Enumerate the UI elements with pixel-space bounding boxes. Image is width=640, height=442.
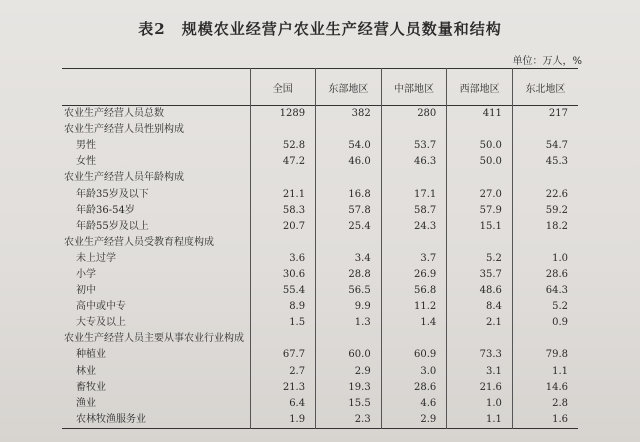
- table-cell: 20.7: [250, 219, 316, 235]
- table-cell: 14.6: [512, 380, 578, 396]
- table-cell: 1.0: [447, 396, 513, 412]
- table-cell: 67.7: [250, 347, 316, 363]
- table-cell: 73.3: [447, 347, 513, 363]
- table-cell: 2.7: [250, 364, 316, 380]
- table-cell: 47.2: [250, 154, 316, 170]
- table-cell: 1.3: [316, 315, 382, 331]
- row-label: 年龄35岁及以下: [76, 188, 149, 200]
- table-row: [62, 170, 578, 186]
- table-cell: 57.8: [316, 203, 382, 219]
- table-row: [62, 396, 578, 412]
- table-cell: [512, 235, 578, 251]
- table-cell: [381, 122, 447, 138]
- row-label: 农业生产经营人员总数: [64, 108, 164, 120]
- table-cell: 48.6: [447, 283, 513, 299]
- table-row: [62, 138, 578, 154]
- table-cell: 28.6: [381, 380, 447, 396]
- table-cell: 60.0: [316, 347, 382, 363]
- table-row: [62, 122, 578, 138]
- table-cell: 60.9: [381, 347, 447, 363]
- table-cell: 411: [447, 106, 513, 123]
- unit-note: 单位：万人，%: [512, 56, 582, 67]
- table-row: [62, 364, 578, 380]
- table-cell: 46.3: [381, 154, 447, 170]
- table-cell: 8.4: [447, 299, 513, 315]
- table-cell: 5.2: [512, 299, 578, 315]
- table-row: [62, 235, 578, 251]
- table-cell: 11.2: [381, 299, 447, 315]
- table-cell: 5.2: [447, 251, 513, 267]
- table-cell: [316, 170, 382, 186]
- table-cell: 1.1: [447, 412, 513, 429]
- table-cell: 2.9: [381, 412, 447, 429]
- table-cell: [250, 331, 316, 347]
- table-row: [62, 106, 578, 123]
- header-cell-northeast: 东北地区: [512, 69, 578, 106]
- row-label: 渔业: [76, 397, 96, 409]
- row-label: 畜牧业: [76, 381, 106, 393]
- table-row: [62, 331, 578, 347]
- table-cell: [250, 170, 316, 186]
- table-title: 表2 规模农业经营户农业生产经营人员数量和结构: [138, 20, 502, 38]
- table-cell: 24.3: [381, 219, 447, 235]
- row-label: 农业生产经营人员年龄构成: [64, 172, 184, 184]
- table-cell: 15.1: [447, 219, 513, 235]
- table-cell: [381, 331, 447, 347]
- table-cell: 3.1: [447, 364, 513, 380]
- table-cell: 21.6: [447, 380, 513, 396]
- table-cell: 58.3: [250, 203, 316, 219]
- row-label: 林业: [76, 365, 96, 377]
- table-cell: 54.0: [316, 138, 382, 154]
- table-cell: 56.8: [381, 283, 447, 299]
- table-cell: 28.8: [316, 267, 382, 283]
- table-cell: 1.5: [250, 315, 316, 331]
- table-cell: 56.5: [316, 283, 382, 299]
- table-cell: 27.0: [447, 186, 513, 202]
- table-cell: 3.4: [316, 251, 382, 267]
- row-label: 大专及以上: [76, 317, 126, 329]
- table-cell: 2.8: [512, 396, 578, 412]
- table-cell: [447, 331, 513, 347]
- row-label: 小学: [76, 268, 96, 280]
- row-label: 农业生产经营人员受教育程度构成: [64, 236, 214, 248]
- table-cell: [447, 235, 513, 251]
- table-cell: 2.9: [316, 364, 382, 380]
- table-cell: [512, 122, 578, 138]
- table-cell: [316, 122, 382, 138]
- table-cell: 55.4: [250, 283, 316, 299]
- table-cell: 21.3: [250, 380, 316, 396]
- row-label: 未上过学: [76, 252, 116, 264]
- table-row: [62, 380, 578, 396]
- table-body: [62, 106, 578, 429]
- table-cell: 280: [381, 106, 447, 123]
- table-cell: 3.7: [381, 251, 447, 267]
- table-cell: 26.9: [381, 267, 447, 283]
- table-cell: [512, 331, 578, 347]
- table-row: [62, 186, 578, 202]
- table-cell: [250, 235, 316, 251]
- header-cell-blank: [62, 69, 250, 106]
- table-cell: 16.8: [316, 186, 382, 202]
- table-cell: 79.8: [512, 347, 578, 363]
- header-row: [62, 69, 578, 106]
- table-cell: 15.5: [316, 396, 382, 412]
- table-cell: 2.1: [447, 315, 513, 331]
- table-cell: 28.6: [512, 267, 578, 283]
- table-cell: 4.6: [381, 396, 447, 412]
- table-cell: 53.7: [381, 138, 447, 154]
- table-row: [62, 219, 578, 235]
- header-cell-national: 全国: [250, 69, 316, 106]
- table-row: [62, 283, 578, 299]
- table-cell: 0.9: [512, 315, 578, 331]
- table-cell: 382: [316, 106, 382, 123]
- table-cell: 217: [512, 106, 578, 123]
- table-cell: 3.0: [381, 364, 447, 380]
- table-cell: 22.6: [512, 186, 578, 202]
- table-cell: 1289: [250, 106, 316, 123]
- table-cell: 1.6: [512, 412, 578, 429]
- row-label: 男性: [76, 140, 96, 152]
- table-cell: 19.3: [316, 380, 382, 396]
- header-cell-east: 东部地区: [316, 69, 382, 106]
- header-cell-central: 中部地区: [381, 69, 447, 106]
- row-label: 年龄55岁及以上: [76, 220, 149, 232]
- table-cell: 17.1: [381, 186, 447, 202]
- table-cell: [381, 235, 447, 251]
- table-cell: 50.0: [447, 154, 513, 170]
- row-label: 年龄36-54岁: [76, 204, 135, 216]
- table-cell: 1.9: [250, 412, 316, 429]
- table-cell: 50.0: [447, 138, 513, 154]
- table-cell: [447, 170, 513, 186]
- row-label: 种植业: [76, 349, 106, 361]
- table-cell: 58.7: [381, 203, 447, 219]
- table-cell: [250, 122, 316, 138]
- table-row: [62, 347, 578, 363]
- table-cell: 46.0: [316, 154, 382, 170]
- table-cell: 54.7: [512, 138, 578, 154]
- table-cell: 3.6: [250, 251, 316, 267]
- table-cell: [316, 331, 382, 347]
- table-cell: 2.3: [316, 412, 382, 429]
- table-row: [62, 203, 578, 219]
- row-label: 女性: [76, 156, 96, 168]
- header-cell-west: 西部地区: [447, 69, 513, 106]
- row-label: 农业生产经营人员性别构成: [64, 124, 184, 136]
- table-cell: 8.9: [250, 299, 316, 315]
- row-label: 高中或中专: [76, 301, 126, 313]
- table-cell: 18.2: [512, 219, 578, 235]
- table-row: [62, 299, 578, 315]
- table-row: [62, 251, 578, 267]
- table-cell: [447, 122, 513, 138]
- table-cell: 1.4: [381, 315, 447, 331]
- table-cell: 21.1: [250, 186, 316, 202]
- table-cell: [381, 170, 447, 186]
- row-label: 农业生产经营人员主要从事农业行业构成: [64, 333, 244, 345]
- table-cell: 30.6: [250, 267, 316, 283]
- table-cell: [316, 235, 382, 251]
- statistics-table: [62, 68, 578, 429]
- table-cell: 1.0: [512, 251, 578, 267]
- table-row: [62, 267, 578, 283]
- table-cell: 9.9: [316, 299, 382, 315]
- table-cell: 1.1: [512, 364, 578, 380]
- table-cell: 6.4: [250, 396, 316, 412]
- table-cell: 57.9: [447, 203, 513, 219]
- row-label: 初中: [76, 285, 96, 297]
- table-cell: 59.2: [512, 203, 578, 219]
- table-cell: [512, 170, 578, 186]
- row-label: 农林牧渔服务业: [76, 413, 146, 425]
- table-cell: 45.3: [512, 154, 578, 170]
- table-cell: 25.4: [316, 219, 382, 235]
- table-row: [62, 412, 578, 429]
- table-cell: 35.7: [447, 267, 513, 283]
- table-cell: 64.3: [512, 283, 578, 299]
- table-cell: 52.8: [250, 138, 316, 154]
- table-row: [62, 154, 578, 170]
- table-row: [62, 315, 578, 331]
